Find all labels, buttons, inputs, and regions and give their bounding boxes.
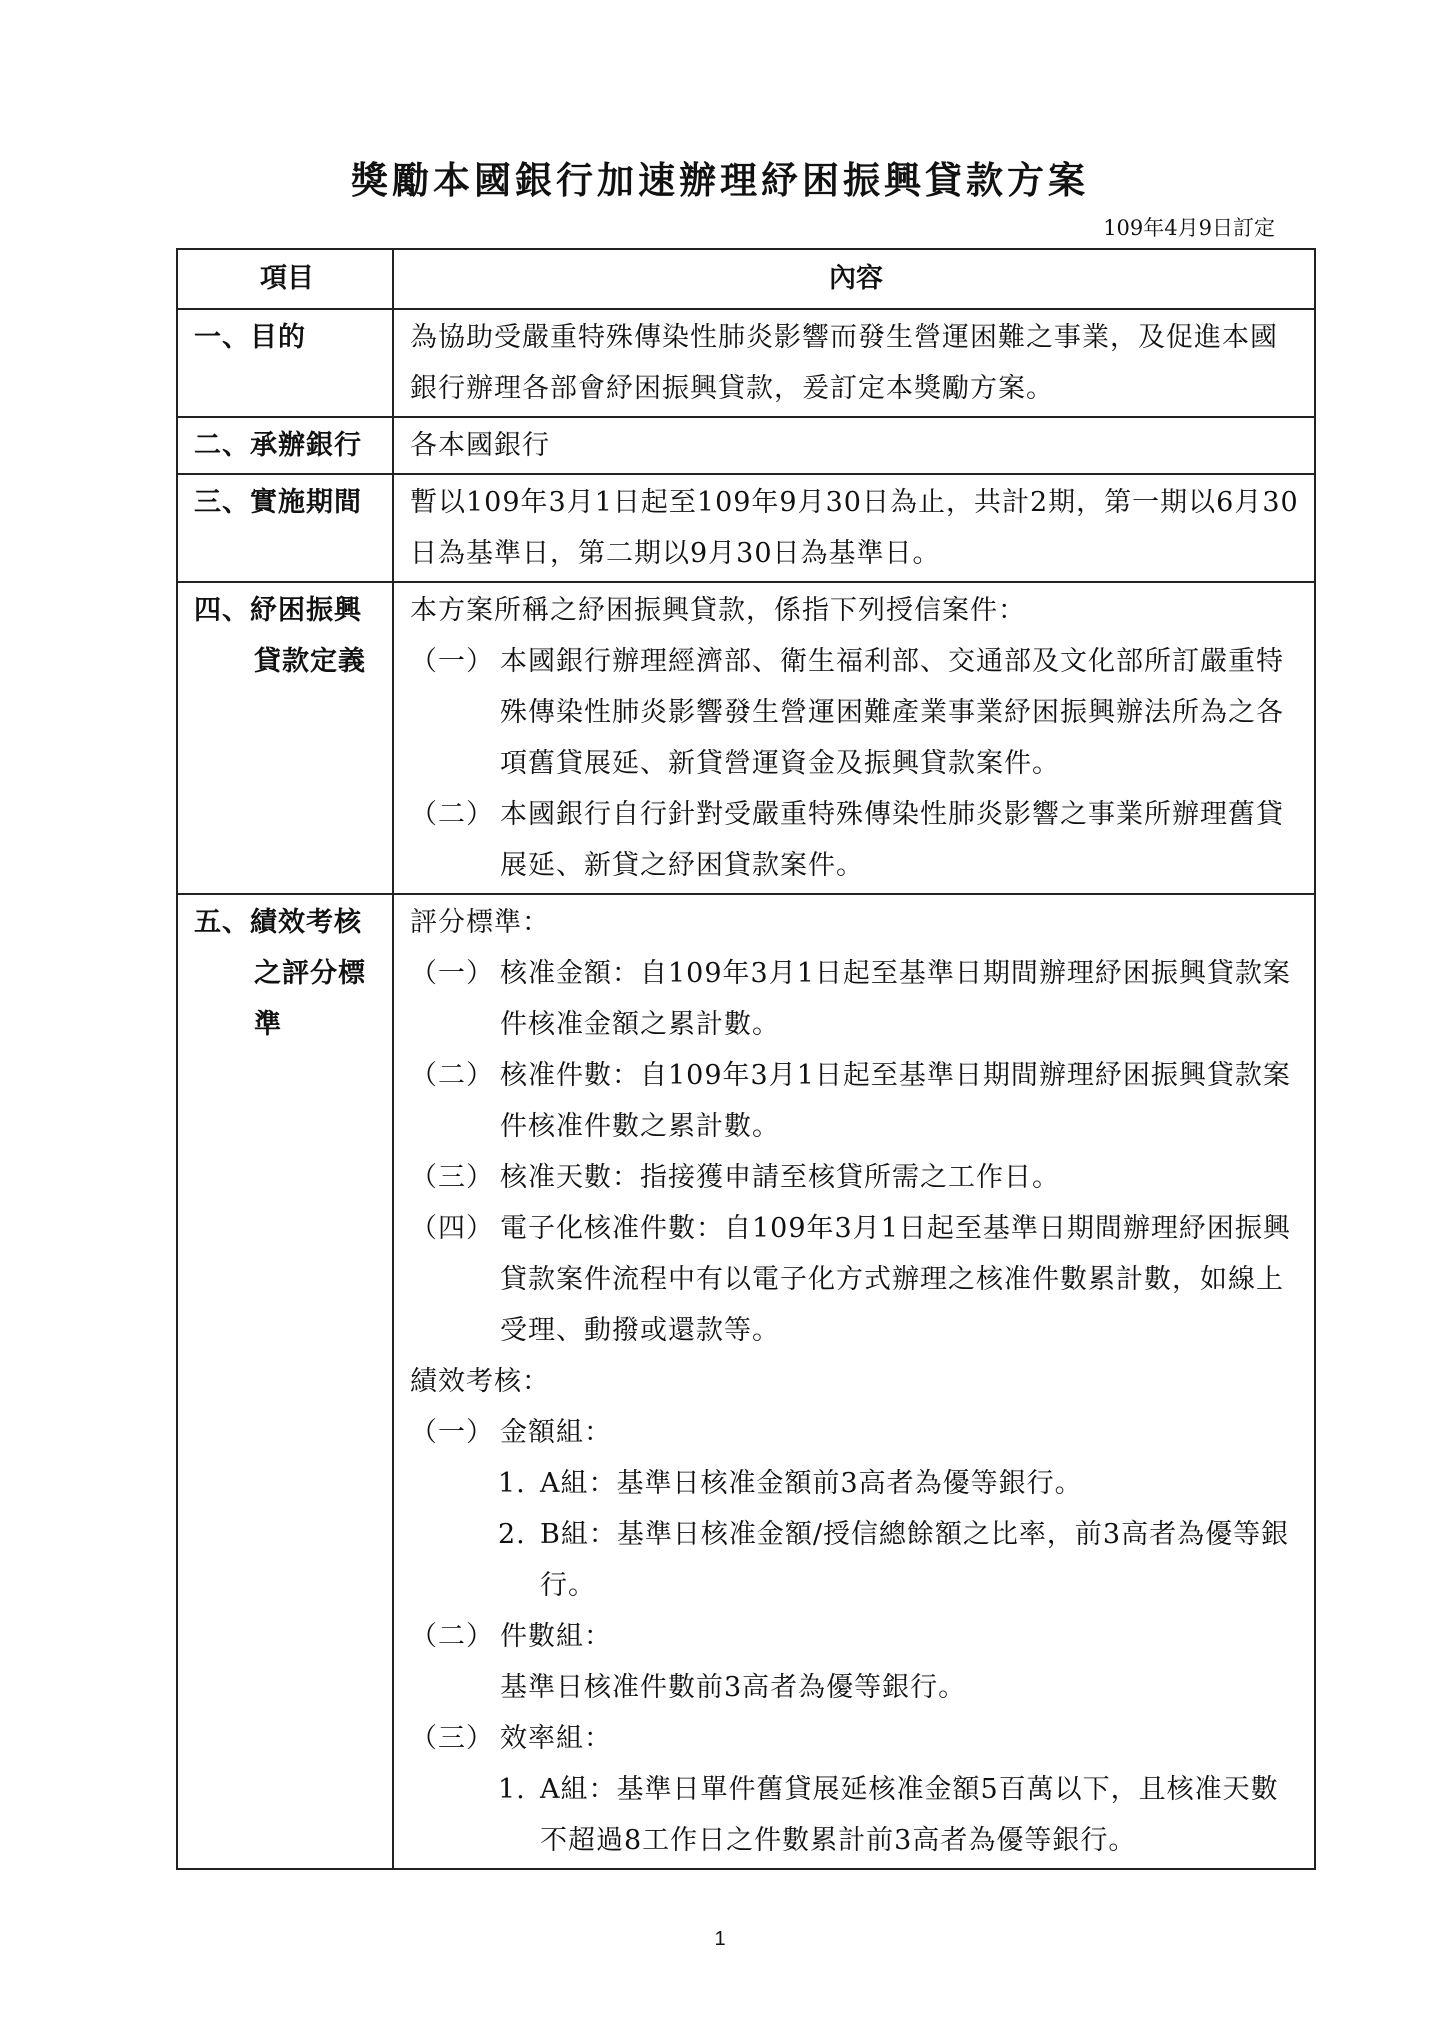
document-title: 獎勵本國銀行加速辦理紓困振興貸款方案: [351, 158, 1089, 202]
content-definition: [393, 582, 1315, 894]
list-item: 1. A組：基準日單件舊貸展延核准金額5百萬以下，且核准天數不超過8工作日之件數累計前3高者為優等銀行。: [498, 1774, 1279, 1856]
header-item: 項目: [177, 249, 393, 309]
list-item: 1. A組：基準日核准金額前3高者為優等銀行。: [498, 1468, 1083, 1499]
list-item: （二） 件數組：: [410, 1621, 612, 1652]
table-row-purpose: [177, 309, 1315, 417]
list-item: （二） 核准件數：自109年3月1日起至基準日期間辦理紓困振興貸款案件核准件數之累計數。: [410, 1060, 1291, 1142]
table-row-period: [177, 474, 1315, 582]
item-definition-line2: 貸款定義: [254, 646, 366, 677]
content-evaluation: [393, 894, 1315, 1869]
list-item: 2. B組：基準日核准金額/授信總餘額之比率，前3高者為優等銀行。: [498, 1519, 1290, 1601]
table-row-banks: [177, 417, 1315, 474]
criteria-label: 評分標準：: [410, 907, 550, 938]
item-evaluation-line1: 五、績效考核: [194, 907, 362, 938]
item-definition-line1: 四、紓困振興: [194, 595, 362, 626]
item-evaluation-line3: 準: [254, 1009, 282, 1040]
list-item: （一） 金額組：: [410, 1417, 612, 1448]
count-group-body: 基準日核准件數前3高者為優等銀行。: [500, 1672, 967, 1703]
content-banks: 各本國銀行: [393, 417, 1315, 474]
list-item: （三） 核准天數：指接獲申請至核貸所需之工作日。: [410, 1162, 1060, 1193]
content-purpose: 為協助受嚴重特殊傳染性肺炎影響而發生營運困難之事業，及促進本國銀行辦理各部會紓困振興貸款，爰訂定本獎勵方案。: [393, 309, 1315, 417]
program-table: [176, 248, 1316, 1870]
item-period: 三、實施期間: [177, 474, 393, 582]
item-evaluation-line2: 之評分標: [254, 958, 366, 989]
table-row-definition: [177, 582, 1315, 894]
list-item: （一） 本國銀行辦理經濟部、衛生福利部、交通部及文化部所訂嚴重特殊傳染性肺炎影響發生營運困難產業事業紓困振興辦法所為之各項舊貸展延、新貸營運資金及振興貸款案件。: [410, 646, 1284, 779]
table-header-row: [177, 249, 1315, 309]
list-item: （一） 核准金額：自109年3月1日起至基準日期間辦理紓困振興貸款案件核准金額之累計數。: [410, 958, 1291, 1040]
enactment-date: 109年4月9日訂定: [1103, 216, 1275, 240]
header-content: 內容: [393, 249, 1315, 309]
list-item: （二） 本國銀行自行針對受嚴重特殊傳染性肺炎影響之事業所辦理舊貸展延、新貸之紓困貸款案件。: [410, 799, 1284, 881]
list-item: （三） 效率組：: [410, 1723, 612, 1754]
table-row-evaluation: [177, 894, 1315, 1869]
page-number: 1: [714, 1928, 726, 1950]
evaluation-label: 績效考核：: [410, 1366, 550, 1397]
item-definition: [177, 582, 393, 894]
item-evaluation: [177, 894, 393, 1869]
definition-intro: 本方案所稱之紓困振興貸款，係指下列授信案件：: [410, 595, 1026, 626]
list-item: （四） 電子化核准件數：自109年3月1日起至基準日期間辦理紓困振興貸款案件流程中有以電子化方式辦理之核准件數累計數，如線上受理、動撥或還款等。: [410, 1213, 1291, 1346]
item-purpose: 一、目的: [177, 309, 393, 417]
content-period: 暫以109年3月1日起至109年9月30日為止，共計2期，第一期以6月30日為基準日，第二期以9月30日為基準日。: [393, 474, 1315, 582]
item-banks: 二、承辦銀行: [177, 417, 393, 474]
